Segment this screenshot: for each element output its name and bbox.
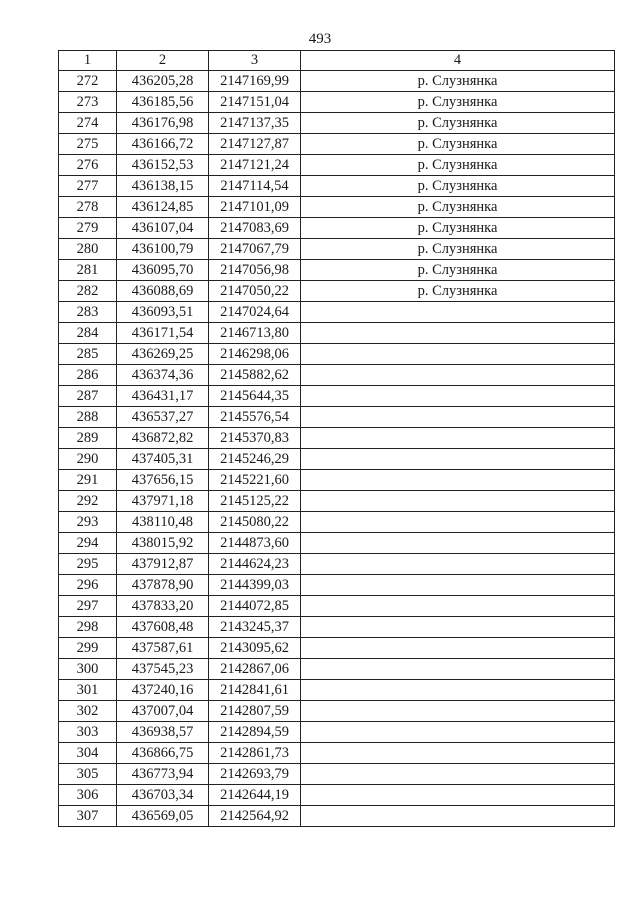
point-number-cell: 307 <box>59 806 117 827</box>
table-row <box>59 743 615 764</box>
coordinates-table <box>58 50 615 827</box>
x-coordinate-cell: 436537,27 <box>117 407 209 428</box>
table-row <box>59 512 615 533</box>
y-coordinate-cell: 2142867,06 <box>209 659 301 680</box>
name-cell <box>301 386 615 407</box>
name-cell <box>301 491 615 512</box>
name-cell: р. Слузнянка <box>301 155 615 176</box>
y-coordinate-cell: 2142693,79 <box>209 764 301 785</box>
point-number-cell: 294 <box>59 533 117 554</box>
x-coordinate-cell: 436569,05 <box>117 806 209 827</box>
x-coordinate-cell: 437656,15 <box>117 470 209 491</box>
table-row <box>59 281 615 302</box>
y-coordinate-cell: 2147056,98 <box>209 260 301 281</box>
point-number-cell: 277 <box>59 176 117 197</box>
point-number-cell: 273 <box>59 92 117 113</box>
x-coordinate-cell: 437007,04 <box>117 701 209 722</box>
y-coordinate-cell: 2145080,22 <box>209 512 301 533</box>
x-coordinate-cell: 436205,28 <box>117 71 209 92</box>
point-number-cell: 295 <box>59 554 117 575</box>
name-cell: р. Слузнянка <box>301 71 615 92</box>
table-row <box>59 701 615 722</box>
y-coordinate-cell: 2142841,61 <box>209 680 301 701</box>
table-row <box>59 239 615 260</box>
y-coordinate-cell: 2146713,80 <box>209 323 301 344</box>
name-cell <box>301 323 615 344</box>
point-number-cell: 299 <box>59 638 117 659</box>
x-coordinate-cell: 436152,53 <box>117 155 209 176</box>
x-coordinate-cell: 436138,15 <box>117 176 209 197</box>
point-number-cell: 284 <box>59 323 117 344</box>
x-coordinate-cell: 436107,04 <box>117 218 209 239</box>
y-coordinate-cell: 2144072,85 <box>209 596 301 617</box>
point-number-cell: 283 <box>59 302 117 323</box>
header-col-1: 1 <box>59 51 117 71</box>
table-row <box>59 596 615 617</box>
header-col-4: 4 <box>301 51 615 71</box>
x-coordinate-cell: 438015,92 <box>117 533 209 554</box>
name-cell: р. Слузнянка <box>301 113 615 134</box>
table-row <box>59 365 615 386</box>
x-coordinate-cell: 437878,90 <box>117 575 209 596</box>
x-coordinate-cell: 436374,36 <box>117 365 209 386</box>
y-coordinate-cell: 2145882,62 <box>209 365 301 386</box>
name-cell: р. Слузнянка <box>301 134 615 155</box>
table-header-row <box>59 51 615 71</box>
table-row <box>59 428 615 449</box>
name-cell <box>301 449 615 470</box>
point-number-cell: 297 <box>59 596 117 617</box>
x-coordinate-cell: 438110,48 <box>117 512 209 533</box>
name-cell <box>301 302 615 323</box>
point-number-cell: 280 <box>59 239 117 260</box>
header-col-2: 2 <box>117 51 209 71</box>
table-body <box>59 71 615 827</box>
y-coordinate-cell: 2142894,59 <box>209 722 301 743</box>
y-coordinate-cell: 2147067,79 <box>209 239 301 260</box>
y-coordinate-cell: 2147114,54 <box>209 176 301 197</box>
point-number-cell: 278 <box>59 197 117 218</box>
point-number-cell: 279 <box>59 218 117 239</box>
name-cell: р. Слузнянка <box>301 239 615 260</box>
table-row <box>59 806 615 827</box>
y-coordinate-cell: 2147024,64 <box>209 302 301 323</box>
y-coordinate-cell: 2147151,04 <box>209 92 301 113</box>
point-number-cell: 292 <box>59 491 117 512</box>
name-cell <box>301 575 615 596</box>
x-coordinate-cell: 436093,51 <box>117 302 209 323</box>
name-cell <box>301 701 615 722</box>
table-row <box>59 533 615 554</box>
name-cell: р. Слузнянка <box>301 218 615 239</box>
table-row <box>59 491 615 512</box>
y-coordinate-cell: 2142564,92 <box>209 806 301 827</box>
y-coordinate-cell: 2147083,69 <box>209 218 301 239</box>
point-number-cell: 296 <box>59 575 117 596</box>
name-cell <box>301 617 615 638</box>
y-coordinate-cell: 2147127,87 <box>209 134 301 155</box>
y-coordinate-cell: 2144624,23 <box>209 554 301 575</box>
x-coordinate-cell: 436773,94 <box>117 764 209 785</box>
name-cell: р. Слузнянка <box>301 92 615 113</box>
x-coordinate-cell: 437971,18 <box>117 491 209 512</box>
x-coordinate-cell: 436431,17 <box>117 386 209 407</box>
x-coordinate-cell: 436171,54 <box>117 323 209 344</box>
point-number-cell: 286 <box>59 365 117 386</box>
point-number-cell: 281 <box>59 260 117 281</box>
table-row <box>59 344 615 365</box>
y-coordinate-cell: 2142807,59 <box>209 701 301 722</box>
name-cell <box>301 554 615 575</box>
point-number-cell: 288 <box>59 407 117 428</box>
point-number-cell: 291 <box>59 470 117 491</box>
x-coordinate-cell: 436166,72 <box>117 134 209 155</box>
x-coordinate-cell: 436095,70 <box>117 260 209 281</box>
y-coordinate-cell: 2142861,73 <box>209 743 301 764</box>
table-row <box>59 785 615 806</box>
name-cell <box>301 428 615 449</box>
header-col-3: 3 <box>209 51 301 71</box>
table-row <box>59 575 615 596</box>
point-number-cell: 276 <box>59 155 117 176</box>
name-cell: р. Слузнянка <box>301 176 615 197</box>
name-cell <box>301 470 615 491</box>
point-number-cell: 303 <box>59 722 117 743</box>
name-cell <box>301 659 615 680</box>
point-number-cell: 285 <box>59 344 117 365</box>
table-row <box>59 638 615 659</box>
point-number-cell: 306 <box>59 785 117 806</box>
x-coordinate-cell: 436088,69 <box>117 281 209 302</box>
y-coordinate-cell: 2145576,54 <box>209 407 301 428</box>
table-row <box>59 71 615 92</box>
name-cell <box>301 722 615 743</box>
table-row <box>59 659 615 680</box>
x-coordinate-cell: 436100,79 <box>117 239 209 260</box>
name-cell <box>301 407 615 428</box>
table-row <box>59 386 615 407</box>
point-number-cell: 272 <box>59 71 117 92</box>
name-cell <box>301 533 615 554</box>
x-coordinate-cell: 437833,20 <box>117 596 209 617</box>
point-number-cell: 298 <box>59 617 117 638</box>
point-number-cell: 290 <box>59 449 117 470</box>
name-cell <box>301 344 615 365</box>
x-coordinate-cell: 437545,23 <box>117 659 209 680</box>
y-coordinate-cell: 2147101,09 <box>209 197 301 218</box>
y-coordinate-cell: 2143245,37 <box>209 617 301 638</box>
point-number-cell: 304 <box>59 743 117 764</box>
y-coordinate-cell: 2145125,22 <box>209 491 301 512</box>
x-coordinate-cell: 436938,57 <box>117 722 209 743</box>
x-coordinate-cell: 436872,82 <box>117 428 209 449</box>
y-coordinate-cell: 2147121,24 <box>209 155 301 176</box>
point-number-cell: 289 <box>59 428 117 449</box>
point-number-cell: 274 <box>59 113 117 134</box>
point-number-cell: 282 <box>59 281 117 302</box>
name-cell: р. Слузнянка <box>301 281 615 302</box>
y-coordinate-cell: 2145221,60 <box>209 470 301 491</box>
x-coordinate-cell: 437608,48 <box>117 617 209 638</box>
x-coordinate-cell: 436703,34 <box>117 785 209 806</box>
point-number-cell: 293 <box>59 512 117 533</box>
table-row <box>59 92 615 113</box>
table-row <box>59 197 615 218</box>
table-row <box>59 155 615 176</box>
name-cell: р. Слузнянка <box>301 260 615 281</box>
table-row <box>59 176 615 197</box>
y-coordinate-cell: 2147050,22 <box>209 281 301 302</box>
y-coordinate-cell: 2145370,83 <box>209 428 301 449</box>
point-number-cell: 287 <box>59 386 117 407</box>
table-row <box>59 617 615 638</box>
x-coordinate-cell: 437405,31 <box>117 449 209 470</box>
x-coordinate-cell: 436176,98 <box>117 113 209 134</box>
y-coordinate-cell: 2145246,29 <box>209 449 301 470</box>
table-row <box>59 764 615 785</box>
table-row <box>59 218 615 239</box>
point-number-cell: 275 <box>59 134 117 155</box>
x-coordinate-cell: 436866,75 <box>117 743 209 764</box>
name-cell <box>301 743 615 764</box>
y-coordinate-cell: 2146298,06 <box>209 344 301 365</box>
name-cell <box>301 785 615 806</box>
table-row <box>59 554 615 575</box>
point-number-cell: 300 <box>59 659 117 680</box>
y-coordinate-cell: 2144399,03 <box>209 575 301 596</box>
table-row <box>59 407 615 428</box>
x-coordinate-cell: 436185,56 <box>117 92 209 113</box>
table-row <box>59 302 615 323</box>
table-row <box>59 323 615 344</box>
table-row <box>59 680 615 701</box>
x-coordinate-cell: 436269,25 <box>117 344 209 365</box>
y-coordinate-cell: 2145644,35 <box>209 386 301 407</box>
table-row <box>59 113 615 134</box>
y-coordinate-cell: 2144873,60 <box>209 533 301 554</box>
name-cell <box>301 764 615 785</box>
page-number: 493 <box>308 31 332 47</box>
name-cell <box>301 680 615 701</box>
name-cell <box>301 512 615 533</box>
name-cell: р. Слузнянка <box>301 197 615 218</box>
point-number-cell: 301 <box>59 680 117 701</box>
table-row <box>59 260 615 281</box>
x-coordinate-cell: 437587,61 <box>117 638 209 659</box>
point-number-cell: 305 <box>59 764 117 785</box>
y-coordinate-cell: 2147169,99 <box>209 71 301 92</box>
y-coordinate-cell: 2147137,35 <box>209 113 301 134</box>
table-row <box>59 722 615 743</box>
name-cell <box>301 806 615 827</box>
x-coordinate-cell: 437240,16 <box>117 680 209 701</box>
table-row <box>59 470 615 491</box>
y-coordinate-cell: 2142644,19 <box>209 785 301 806</box>
point-number-cell: 302 <box>59 701 117 722</box>
name-cell <box>301 596 615 617</box>
x-coordinate-cell: 437912,87 <box>117 554 209 575</box>
table-row <box>59 449 615 470</box>
x-coordinate-cell: 436124,85 <box>117 197 209 218</box>
y-coordinate-cell: 2143095,62 <box>209 638 301 659</box>
name-cell <box>301 365 615 386</box>
name-cell <box>301 638 615 659</box>
table-row <box>59 134 615 155</box>
